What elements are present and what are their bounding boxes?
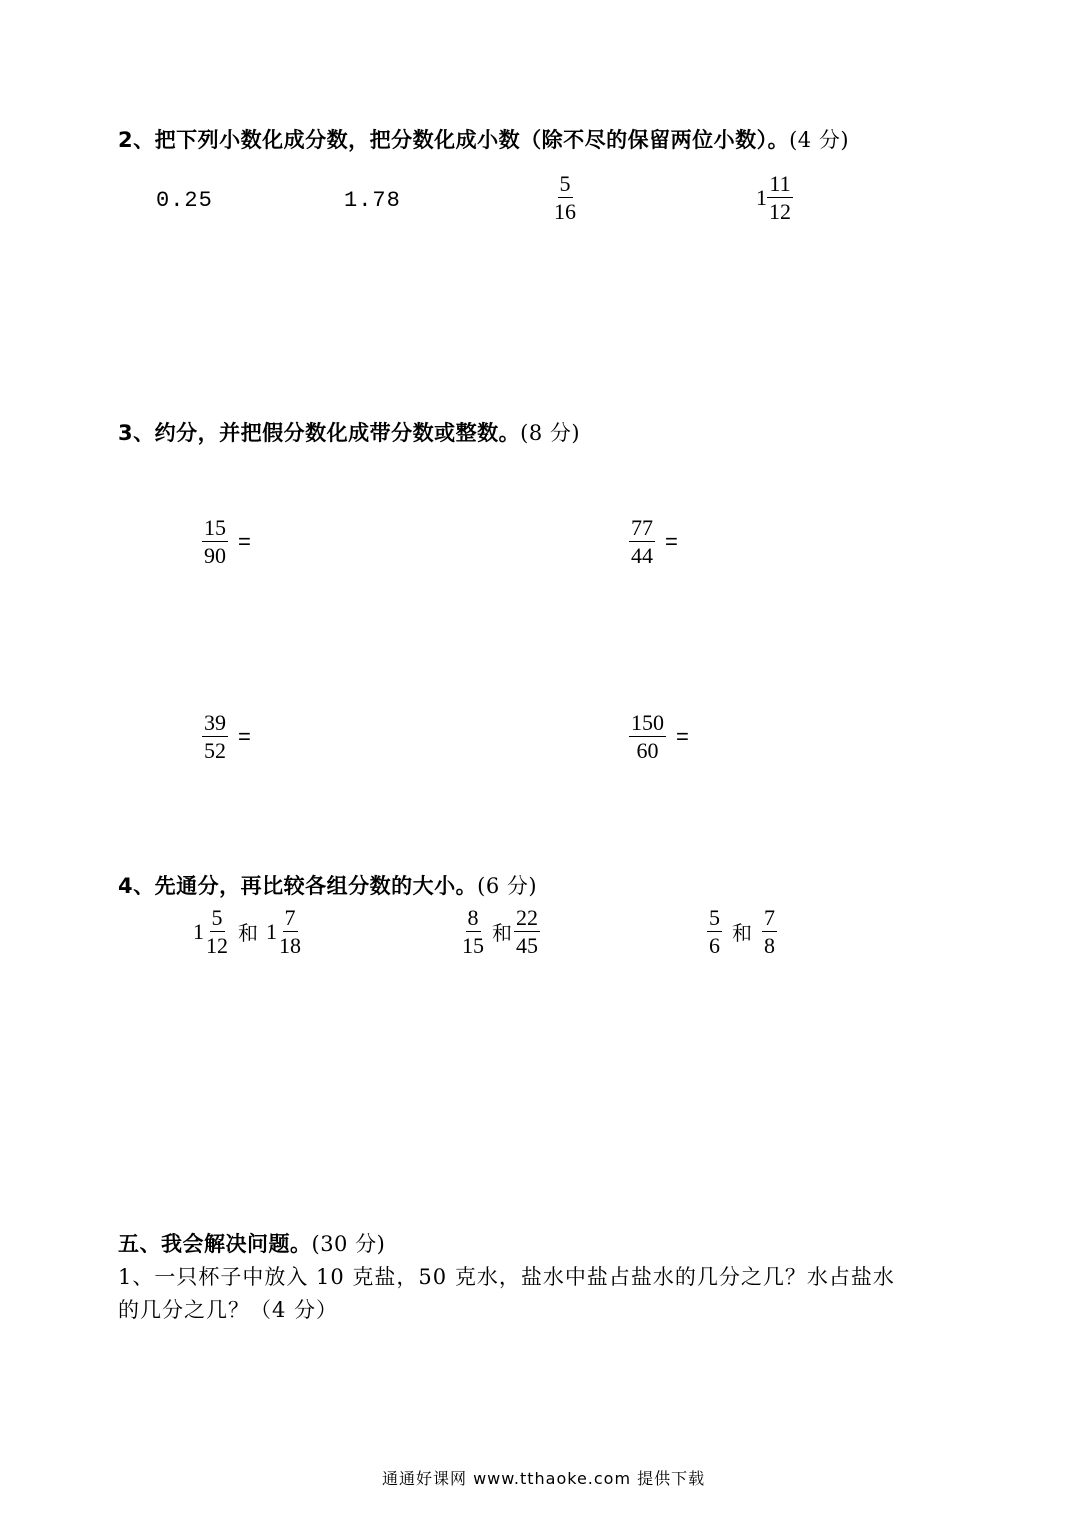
q2-fraction-1 <box>552 170 578 225</box>
denominator: 12 <box>769 199 791 224</box>
q3-heading-text: 3、约分，并把假分数化成带分数或整数。 <box>118 421 521 445</box>
numerator: 8 <box>467 905 479 930</box>
whole-part: 1 <box>266 918 277 944</box>
numerator: 11 <box>769 171 791 196</box>
denominator: 6 <box>709 933 720 958</box>
equals-sign: = <box>238 528 251 554</box>
connector-and: 和 <box>732 921 752 945</box>
denominator: 8 <box>764 933 775 958</box>
numerator: 5 <box>211 905 223 930</box>
q2-decimal-2: 1.78 <box>344 188 401 213</box>
whole-part: 1 <box>193 918 204 944</box>
q3-item-1 <box>202 514 251 569</box>
denominator: 15 <box>462 933 484 958</box>
section-5-heading-text: 五、我会解决问题。 <box>118 1232 312 1256</box>
equals-sign: = <box>676 723 689 749</box>
q3-item-4 <box>629 709 689 764</box>
denominator: 44 <box>631 543 653 568</box>
denominator: 52 <box>204 738 226 763</box>
q4-group-1 <box>193 904 303 959</box>
q4-group-3 <box>707 904 777 959</box>
connector-and: 和 <box>238 921 258 945</box>
page-footer: 通通好课网 www.tthaoke.com 提供下载 <box>382 1469 706 1488</box>
denominator: 12 <box>206 933 228 958</box>
q3-heading <box>118 417 580 447</box>
q2-mixed-number-1 <box>756 170 793 225</box>
denominator: 45 <box>516 933 538 958</box>
q3-item-3 <box>202 709 251 764</box>
denominator: 18 <box>279 933 301 958</box>
q3-item-2 <box>629 514 678 569</box>
whole-part: 1 <box>756 184 767 210</box>
equals-sign: = <box>665 528 678 554</box>
q3-points: (8 分) <box>520 421 581 445</box>
numerator: 150 <box>631 710 664 735</box>
connector-and: 和 <box>492 921 512 945</box>
numerator: 15 <box>204 515 226 540</box>
q4-heading-text: 4、先通分，再比较各组分数的大小。 <box>118 874 478 898</box>
q2-heading-text: 2、把下列小数化成分数，把分数化成小数（除不尽的保留两位小数）。 <box>118 128 790 152</box>
section-5-points: (30 分) <box>311 1232 386 1256</box>
numerator: 7 <box>284 905 296 930</box>
q4-group-2 <box>460 904 540 959</box>
numerator: 22 <box>516 905 538 930</box>
equals-sign: = <box>238 723 251 749</box>
section-5-q1-line-2: 的几分之几？（4 分） <box>118 1298 339 1322</box>
numerator: 7 <box>764 905 775 930</box>
q4-heading <box>118 870 537 900</box>
q4-points: (6 分) <box>477 874 538 898</box>
section-5-q1-line-1: 1、一只杯子中放入 10 克盐，50 克水，盐水中盐占盐水的几分之几？水占盐水 <box>118 1265 895 1289</box>
denominator: 16 <box>554 199 576 224</box>
q2-decimal-1: 0.25 <box>156 188 213 213</box>
q2-points: (4 分) <box>789 128 850 152</box>
q2-heading <box>118 124 849 154</box>
denominator: 60 <box>636 738 659 763</box>
numerator: 77 <box>631 515 653 540</box>
numerator: 39 <box>204 710 226 735</box>
denominator: 90 <box>204 543 226 568</box>
numerator: 5 <box>559 171 571 196</box>
numerator: 5 <box>709 905 720 930</box>
section-5-heading <box>118 1228 385 1258</box>
